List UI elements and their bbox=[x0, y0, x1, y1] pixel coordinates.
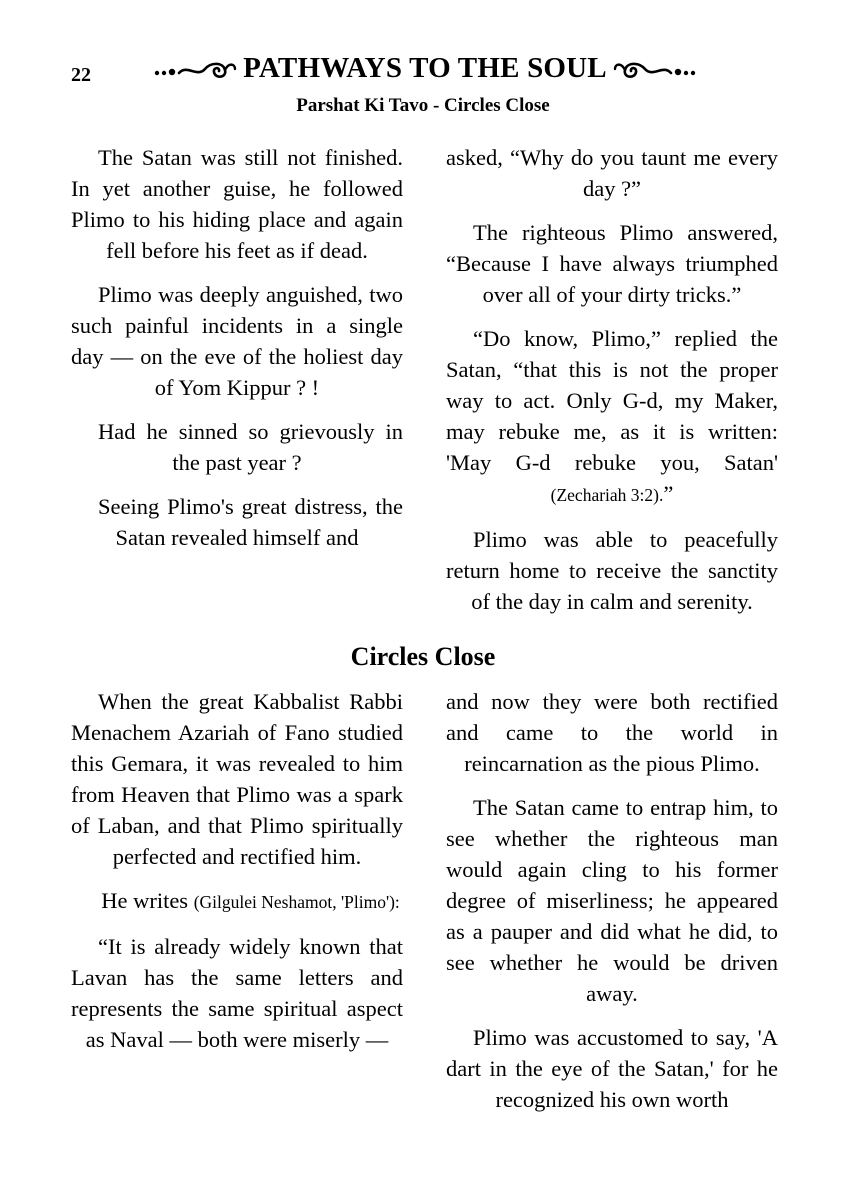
scripture-reference: (Zechariah 3:2). bbox=[550, 485, 664, 505]
paragraph: Plimo was accustomed to say, 'A dart in the eye of the Satan,' for he recognized his own worth bbox=[446, 1025, 778, 1112]
paragraph: “It is already widely known that Lavan has the same letters and represents the same spiritual aspect as Naval — both were miserly — bbox=[71, 934, 403, 1052]
source-reference: (Gilgulei Neshamot, 'Plimo'): bbox=[193, 892, 400, 912]
paragraph: The Satan was still not finished. In yet another guise, he followed Plimo to his hiding place and again fell before his feet as if dead. bbox=[71, 145, 403, 263]
section-heading: Circles Close bbox=[350, 642, 496, 671]
chapter-subtitle: Parshat Ki Tavo - Circles Close bbox=[296, 95, 550, 116]
page-header bbox=[0, 52, 846, 92]
paragraph: The Satan came to entrap him, to see whether the righteous man would again cling to his former degree of miserliness; he appeared as a pauper and did what he did, to see whether he would be driven away. bbox=[446, 795, 778, 1006]
right-scroll-ornament-icon bbox=[613, 56, 697, 82]
paragraph-text: “Do know, Plimo,” replied the Satan, “that this is not the proper way to act. Only G-d, my Maker, may rebuke me, as it is written: 'May G-d rebuke you, Satan' bbox=[446, 326, 778, 475]
running-title bbox=[135, 52, 715, 85]
paragraph bbox=[71, 885, 403, 918]
paragraph: Seeing Plimo's great distress, the Satan revealed himself and bbox=[98, 494, 403, 550]
closing-quote: ” bbox=[663, 481, 674, 506]
paragraph-continued: asked, “Why do you taunt me every day ?” bbox=[446, 145, 778, 201]
paragraph: Plimo was deeply anguished, two such painful incidents in a single day — on the eve of the holiest day of Yom Kippur ? ! bbox=[71, 282, 403, 400]
paragraph: Plimo was able to peacefully return home to receive the sanctity of the day in calm and serenity. bbox=[446, 527, 778, 614]
paragraph: Had he sinned so grievously in the past year ? bbox=[98, 419, 403, 475]
bottom-left-column bbox=[71, 686, 403, 1128]
top-left-column bbox=[71, 142, 403, 630]
bottom-right-column bbox=[446, 686, 778, 1128]
bottom-columns bbox=[71, 686, 778, 1128]
top-columns bbox=[71, 142, 778, 630]
page-number: 22 bbox=[71, 64, 91, 86]
left-scroll-ornament-icon bbox=[153, 56, 237, 82]
paragraph-text: He writes bbox=[101, 888, 194, 913]
top-right-column bbox=[446, 142, 778, 630]
book-title: PATHWAYS TO THE SOUL bbox=[243, 52, 607, 84]
paragraph: When the great Kabbalist Rabbi Menachem Azariah of Fano studied this Gemara, it was revealed to him from Heaven that Plimo was a spark of Laban, and that Plimo spiritually perfected and rectified him. bbox=[71, 689, 403, 869]
paragraph bbox=[446, 323, 778, 511]
paragraph-continued: and now they were both rectified and came to the world in reincarnation as the pious Plimo. bbox=[446, 689, 778, 776]
paragraph: The righteous Plimo answered, “Because I have always triumphed over all of your dirty tricks.” bbox=[446, 220, 778, 307]
